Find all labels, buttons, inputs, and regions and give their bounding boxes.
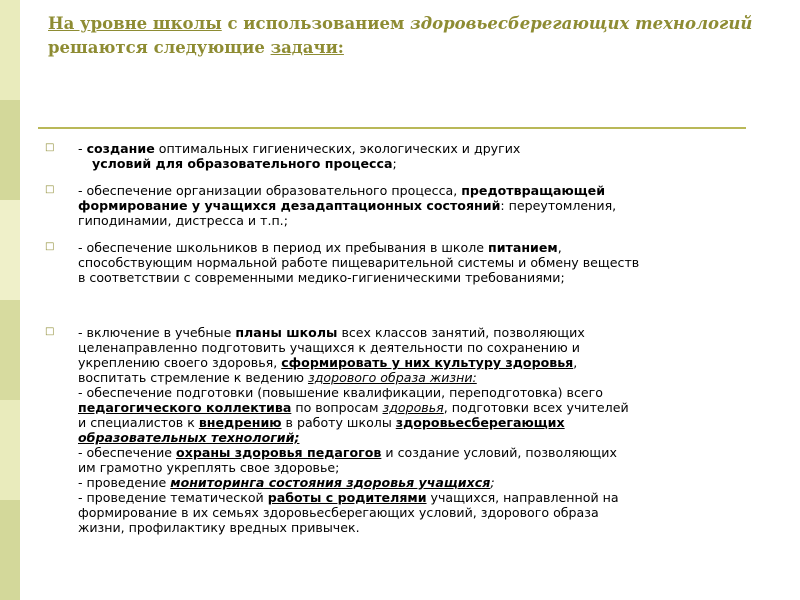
text-run: и создание условий, позволяющих [381, 445, 617, 460]
item-line [78, 490, 758, 505]
text-run: - включение в учебные [78, 325, 236, 340]
text-run: гиподинамии, дистресса и т.п.; [78, 213, 288, 228]
hollow-square-bullet-icon: □ [45, 241, 55, 252]
text-run: в соответствии с современными медико-гигиеническими требованиями; [78, 270, 565, 285]
text-run: формирование в их семьях здоровьесберегающих условий, здорового образа [78, 505, 599, 520]
text-run: , [557, 240, 562, 255]
item-line [78, 240, 758, 255]
text-run-bold: формирование у учащихся дезадаптационных состояний [78, 198, 501, 213]
text-run: - обеспечение организации образовательного процесса, [78, 183, 462, 198]
title-part-solved: решаются следующие [48, 38, 271, 57]
text-run: , подготовки всех учителей [443, 400, 629, 415]
title-divider [38, 127, 746, 129]
item-line [78, 370, 758, 385]
item-line [78, 400, 758, 415]
side-stripe-2 [0, 100, 20, 200]
text-run-bold-underline: педагогического коллектива [78, 400, 292, 415]
text-run: - проведение тематической [78, 490, 268, 505]
title-part-using: с использованием [221, 14, 411, 33]
text-run: способствующим нормальной работе пищеварительной системы и обмену веществ [78, 255, 640, 270]
item-line [78, 520, 758, 535]
item-line [78, 183, 758, 198]
text-run-bold: планы школы [235, 325, 338, 340]
hollow-square-bullet-icon: □ [45, 326, 55, 337]
item-line [78, 355, 758, 370]
text-run: и специалистов к [78, 415, 199, 430]
text-run: оптимальных гигиенических, экологических и других [154, 141, 521, 156]
item-line [78, 445, 758, 460]
item-line [78, 475, 758, 490]
text-run-bold-underline: сформировать у них культуру здоровья [281, 355, 574, 370]
text-run: воспитать стремление к ведению [78, 370, 309, 385]
title-part-technologies: здоровьесберегающих технологий [410, 14, 753, 33]
text-run-bold-underline: работы с родителями [267, 490, 427, 505]
text-run: - обеспечение школьников в период их пребывания в школе [78, 240, 489, 255]
text-run: - проведение [78, 475, 171, 490]
text-run-bold-underline: внедрению [198, 415, 282, 430]
text-run: - [78, 141, 87, 156]
text-run: по вопросам [291, 400, 383, 415]
title-part-level: На уровне школы [48, 14, 222, 33]
title-part-tasks: задачи: [270, 38, 344, 57]
item-line [78, 460, 758, 475]
text-run: жизни, профилактику вредных привычек. [78, 520, 360, 535]
item-line [78, 141, 758, 156]
side-stripe-5 [0, 400, 20, 500]
item-line [78, 415, 758, 430]
side-stripe-3 [0, 200, 20, 300]
slide-title [48, 12, 768, 60]
text-run: укреплению своего здоровья, [78, 355, 282, 370]
item-line [78, 255, 758, 270]
text-run: учащихся, направленной на [426, 490, 619, 505]
text-run-bold-underline: охраны здоровья педагогов [176, 445, 382, 460]
item-line [78, 198, 758, 213]
text-run-bold: питанием [488, 240, 558, 255]
item-line [78, 325, 758, 340]
text-run: ; [490, 475, 495, 490]
hollow-square-bullet-icon: □ [45, 142, 55, 153]
text-run: в работу школы [281, 415, 396, 430]
side-stripe-6 [0, 500, 20, 600]
side-stripe-4 [0, 300, 20, 400]
hollow-square-bullet-icon: □ [45, 184, 55, 195]
item-line [78, 505, 758, 520]
side-stripe-1 [0, 0, 20, 100]
text-run: целенаправленно подготовить учащихся к деятельности по сохранению и [78, 340, 580, 355]
item-line [78, 156, 758, 171]
text-run: : переутомления, [500, 198, 617, 213]
text-run-bold: создание [86, 141, 155, 156]
item-line [78, 385, 758, 400]
text-run: ; [392, 156, 397, 171]
item-line [78, 430, 758, 445]
task-list [45, 141, 758, 535]
list-item [45, 325, 758, 535]
text-run: всех классов занятий, позволяющих [337, 325, 585, 340]
text-run-bold-underline: здоровьесберегающих [395, 415, 565, 430]
text-run-bold: предотвращающей [461, 183, 606, 198]
item-line [78, 340, 758, 355]
text-run-bold: условий для образовательного процесса [92, 156, 393, 171]
text-run: - обеспечение подготовки (повышение квалификации, переподготовка) всего [78, 385, 603, 400]
item-line [78, 270, 758, 285]
text-run-bold-italic-underline: образовательных технологий; [78, 430, 300, 445]
text-run-italic-underline: здоровья [382, 400, 444, 415]
list-item [45, 183, 758, 228]
text-run: , [573, 355, 578, 370]
list-item [45, 240, 758, 285]
text-run-italic-underline: здорового образа жизни: [308, 370, 477, 385]
text-run-bold-italic-underline: мониторинга состояния здоровья учащихся [170, 475, 491, 490]
text-run: - обеспечение [78, 445, 177, 460]
text-run: им грамотно укреплять свое здоровье; [78, 460, 340, 475]
item-line [78, 213, 758, 228]
list-item [45, 141, 758, 171]
